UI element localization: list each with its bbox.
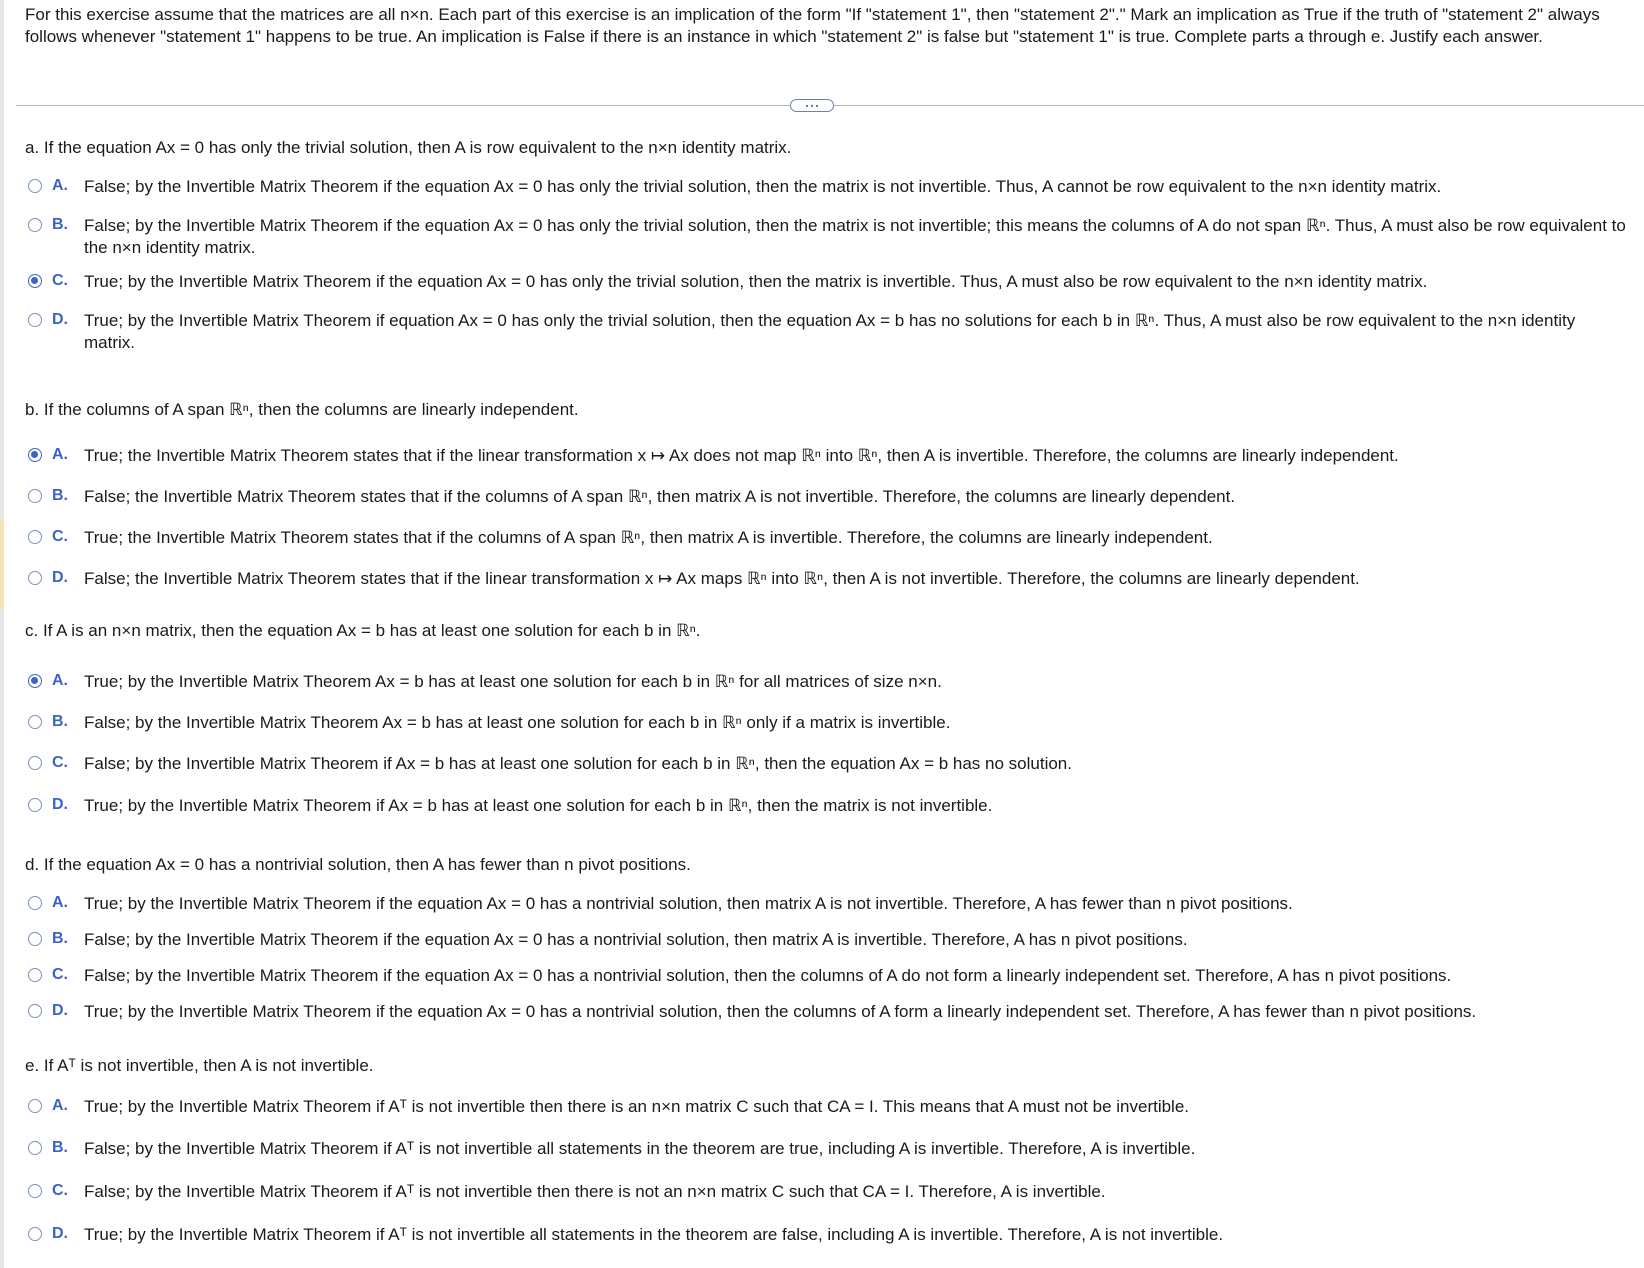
- radio-button[interactable]: [28, 313, 42, 327]
- radio-button[interactable]: [28, 1227, 42, 1241]
- left-accent-strip: [0, 520, 4, 610]
- question-b: b. If the columns of A span ℝⁿ, then the columns are linearly independent.: [25, 400, 579, 419]
- radio-button[interactable]: [28, 489, 42, 503]
- radio-button-selected[interactable]: [28, 674, 42, 688]
- radio-button-selected[interactable]: [28, 448, 42, 462]
- radio-button[interactable]: [28, 798, 42, 812]
- radio-button[interactable]: [28, 896, 42, 910]
- radio-button[interactable]: [28, 715, 42, 729]
- radio-button[interactable]: [28, 571, 42, 585]
- radio-button[interactable]: [28, 179, 42, 193]
- instructions-text: For this exercise assume that the matrices are all n×n. Each part of this exercise is an implication of the form "If "statement 1", then "statement 2"." Mark an implication as True if the truth of "statement 2" always follows whenever "statement 1" happens to be true. An implication is False if there is an instance in which "statement 2" is false but "statement 1" is true. Complete parts a through e. Justify each answer.: [25, 5, 1600, 46]
- radio-button[interactable]: [28, 1141, 42, 1155]
- question-a: a. If the equation Ax = 0 has only the trivial solution, then A is row equivalent to the n×n identity matrix.: [25, 138, 792, 157]
- radio-button[interactable]: [28, 530, 42, 544]
- radio-button-selected[interactable]: [28, 274, 42, 288]
- radio-button[interactable]: [28, 968, 42, 982]
- radio-button[interactable]: [28, 1099, 42, 1113]
- left-border: [0, 0, 4, 1268]
- question-d: d. If the equation Ax = 0 has a nontrivial solution, then A has fewer than n pivot positions.: [25, 855, 691, 874]
- radio-button[interactable]: [28, 1184, 42, 1198]
- ellipsis-icon[interactable]: [790, 99, 834, 112]
- question-c: c. If A is an n×n matrix, then the equation Ax = b has at least one solution for each b in ℝⁿ.: [25, 621, 701, 640]
- question-e: e. If Aᵀ is not invertible, then A is not invertible.: [25, 1056, 374, 1075]
- radio-button[interactable]: [28, 932, 42, 946]
- radio-button[interactable]: [28, 1004, 42, 1018]
- radio-button[interactable]: [28, 756, 42, 770]
- radio-button[interactable]: [28, 218, 42, 232]
